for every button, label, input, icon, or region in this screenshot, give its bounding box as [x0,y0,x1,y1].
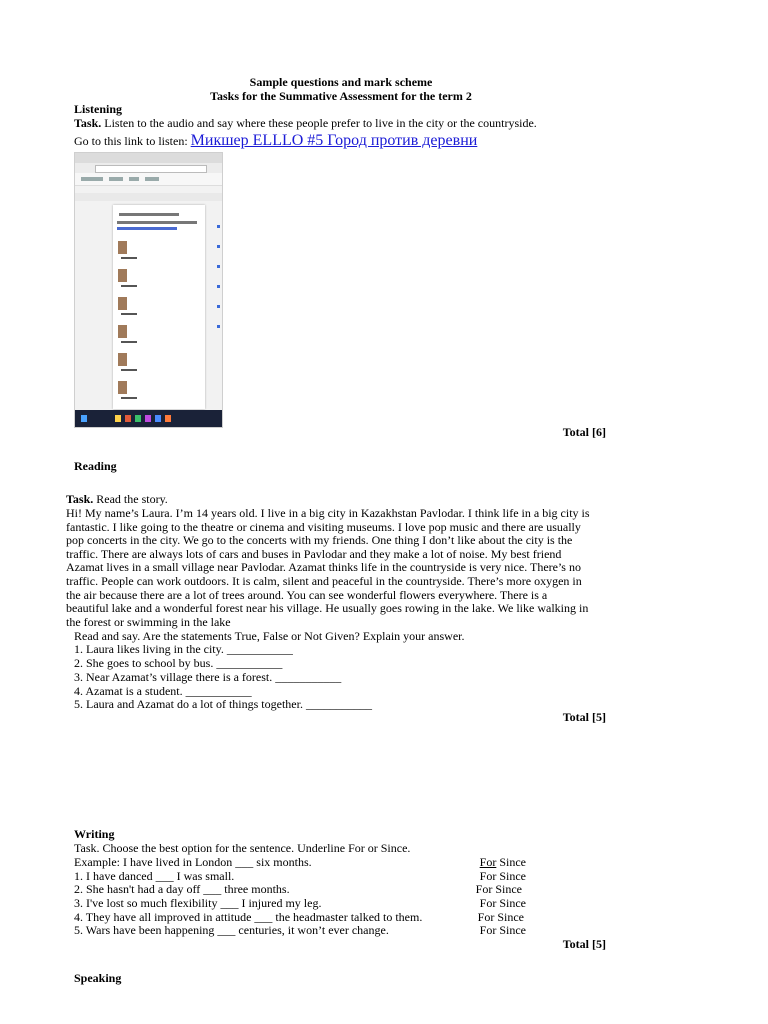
reading-task-label: Task. [66,492,94,506]
writing-choice: For Since [477,910,524,924]
writing-item: 3. I've lost so much flexibility ___ I injured my leg. [74,896,322,910]
listening-task-label: Task. [74,116,102,130]
statement-item: 4. Azamat is a student. ___________ [74,684,252,698]
writing-choice: For Since [479,923,526,937]
story-text [66,507,590,629]
writing-total: Total [5] [562,937,606,951]
story-line: Azamat lives in a small village near Pavlodar. Azamat thinks life in the countryside is very nice. There’s no [66,560,581,575]
story-line: pop concerts in the city. We go to the concerts with my friends. One thing I don’t like about the city is the [66,533,573,548]
statement-item: 3. Near Azamat’s village there is a forest. ___________ [74,670,342,684]
story-line: the air because there are a lot of trees around. You can see wonderful flowers everywhere. There is a [66,587,548,602]
example-choice [472,856,526,870]
story-line: Hi! My name’s Laura. I’m 14 years old. I live in a big city in Kazakhstan Pavlodar. I think life in a big city is [66,506,590,520]
audio-link[interactable]: Микшер ELLLO #5 Город против деревни [190,132,478,149]
listening-task-text: Listen to the audio and say where these people prefer to live in the city or the countryside. [101,116,537,130]
example-choice-for: For [479,855,497,869]
writing-heading: Writing [74,827,115,841]
writing-item: 1. I have danced ___ I was small. [74,869,235,883]
story-line: the forest or swimming in the lake [66,614,231,629]
writing-example: Example: I have lived in London ___ six months. [74,855,312,869]
reading-task-text: Read the story. [93,492,168,506]
listening-heading: Listening [74,102,123,116]
story-line: beautiful lake and a wonderful forest near his village. He usually goes rowing in the lake. We like walking in [66,601,589,616]
story-line: fantastic. I like going to the theatre or cinema and visiting museums. I love pop music and there are usually [66,519,581,534]
reading-total: Total [5] [562,710,606,724]
listening-total: Total [6] [562,425,606,439]
writing-choice: For Since [479,896,526,910]
document-subtitle: Tasks for the Summative Assessment for the term 2 [210,89,472,103]
example-choice-since: Since [496,855,526,869]
writing-item: 2. She hasn't had a day off ___ three months. [74,882,290,896]
writing-item: 4. They have all improved in attitude ___ the headmaster talked to them. [74,910,423,924]
reading-task [66,493,168,507]
statement-item: 1. Laura likes living in the city. ___________ [74,642,293,656]
writing-choice: For Since [475,882,522,896]
writing-choice: For Since [479,869,526,883]
reading-instruction: Read and say. Are the statements True, False or Not Given? Explain your answer. [74,629,465,643]
statement-item: 5. Laura and Azamat do a lot of things together. ___________ [74,697,372,711]
listening-link-prefix: Go to this link to listen: [74,134,191,148]
speaking-heading: Speaking [74,971,122,985]
listening-link-line [74,134,477,149]
listening-task [74,117,537,131]
statement-item: 2. She goes to school by bus. ___________ [74,656,283,670]
writing-item: 5. Wars have been happening ___ centuries, it won’t ever change. [74,923,389,937]
writing-task: Task. Choose the best option for the sentence. Underline For or Since. [74,841,411,855]
browser-screenshot-image [74,152,223,428]
story-line: traffic. People can work outdoors. It is calm, silent and peaceful in the countryside. There’s more oxygen in [66,573,582,588]
story-line: traffic. There are always lots of cars and buses in Pavlodar and they make a lot of noise. My best friend [66,546,562,561]
reading-heading: Reading [74,459,117,473]
document-title: Sample questions and mark scheme [249,75,433,89]
